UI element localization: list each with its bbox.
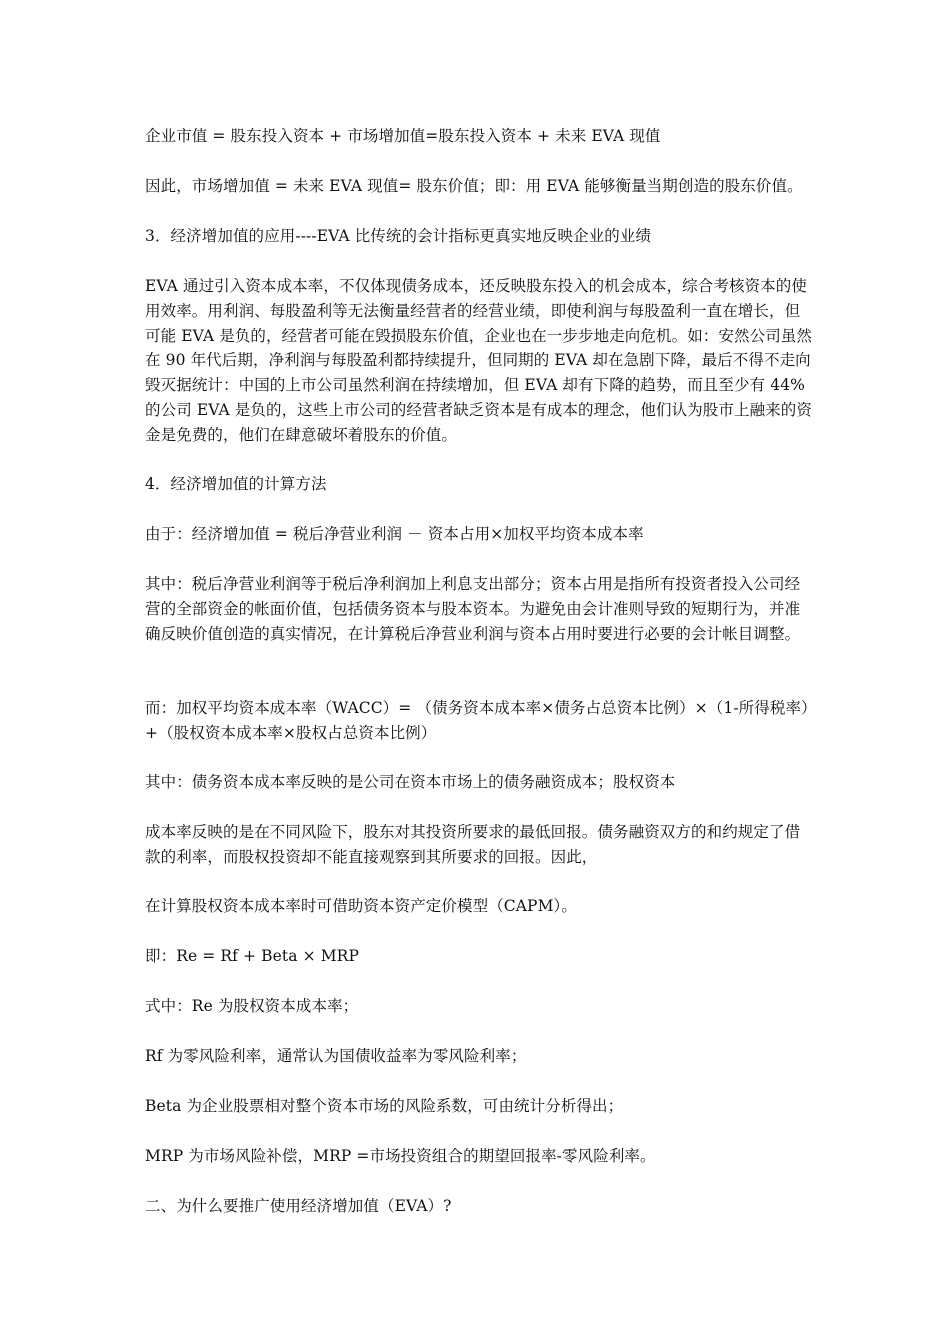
paragraph-re-definition: 式中：Re 为股权资本成本率； [145, 997, 359, 1015]
paragraph-rf-definition: Rf 为零风险利率，通常认为国债收益率为零风险利率； [145, 1047, 527, 1065]
paragraph-eva-explanation: EVA 通过引入资本成本率，不仅体现债务成本，还反映股东投入的机会成本，综合考核资本的使用效率。用利润、每股盈利等无法衡量经营者的经营业绩，即使利润与每股盈利一直在增长，但可能 EVA 是负的，经营者可能在毁损股东价值，企业也在一步步地走向危机。如：安然公司虽然在 90 年代后期，净利润与每股盈利都持续提升，但同期的 EVA 却在急剧下降，最后不得不走向毁灭据统计：中国的上市公司虽然利润在持续增加，但 EVA 却有下降的趋势，而且至少有 44%的公司 EVA 是负的，这些上市公司的经营者缺乏资本是有成本的理念，他们认为股市上融来的资金是免费的，他们在肆意破坏着股东的价值。 [145, 277, 813, 444]
paragraph-debt-cost: 其中：债务资本成本率反映的是公司在资本市场上的债务融资成本；股权资本 [145, 773, 676, 791]
paragraph-mrp-definition: MRP 为市场风险补偿，MRP =市场投资组合的期望回报率-零风险利率。 [145, 1147, 656, 1165]
paragraph-beta-definition: Beta 为企业股票相对整个资本市场的风险系数，可由统计分析得出； [145, 1097, 624, 1115]
paragraph-equity-cost: 成本率反映的是在不同风险下，股东对其投资所要求的最低回报。债务融资双方的和约规定了借款的利率，而股权投资却不能直接观察到其所要求的回报。因此， [145, 823, 801, 866]
heading-why-eva: 二、为什么要推广使用经济增加值（EVA）? [145, 1197, 452, 1215]
heading-eva-calculation: 4．经济增加值的计算方法 [145, 475, 327, 493]
paragraph-capm-intro: 在计算股权资本成本率时可借助资本资产定价模型（CAPM）。 [145, 897, 578, 915]
heading-eva-application: 3．经济增加值的应用----EVA 比传统的会计指标更真实地反映企业的业绩 [145, 227, 652, 245]
paragraph-shareholder-value: 因此，市场增加值 = 未来 EVA 现值= 股东价值；即：用 EVA 能够衡量当期创造的股东价值。 [145, 177, 803, 195]
paragraph-eva-formula: 由于：经济增加值 = 税后净营业利润 － 资本占用×加权平均资本成本率 [145, 525, 644, 543]
paragraph-wacc-formula: 而：加权平均资本成本率（WACC）= （债务资本成本率×债务占总资本比例）×（1-所得税率）+（股权资本成本率×股权占总资本比例） [145, 699, 809, 742]
paragraph-capm-formula: 即：Re = Rf + Beta × MRP [145, 947, 359, 965]
paragraph-nopat-definition: 其中：税后净营业利润等于税后净利润加上利息支出部分；资本占用是指所有投资者投入公司经营的全部资金的帐面价值，包括债务资本与股本资本。为避免由会计准则导致的短期行为，并准确反映价值创造的真实情况，在计算税后净营业利润与资本占用时要进行必要的会计帐目调整。 [145, 575, 801, 643]
paragraph-market-value-formula: 企业市值 = 股东投入资本 + 市场增加值=股东投入资本 + 未来 EVA 现值 [145, 127, 661, 145]
